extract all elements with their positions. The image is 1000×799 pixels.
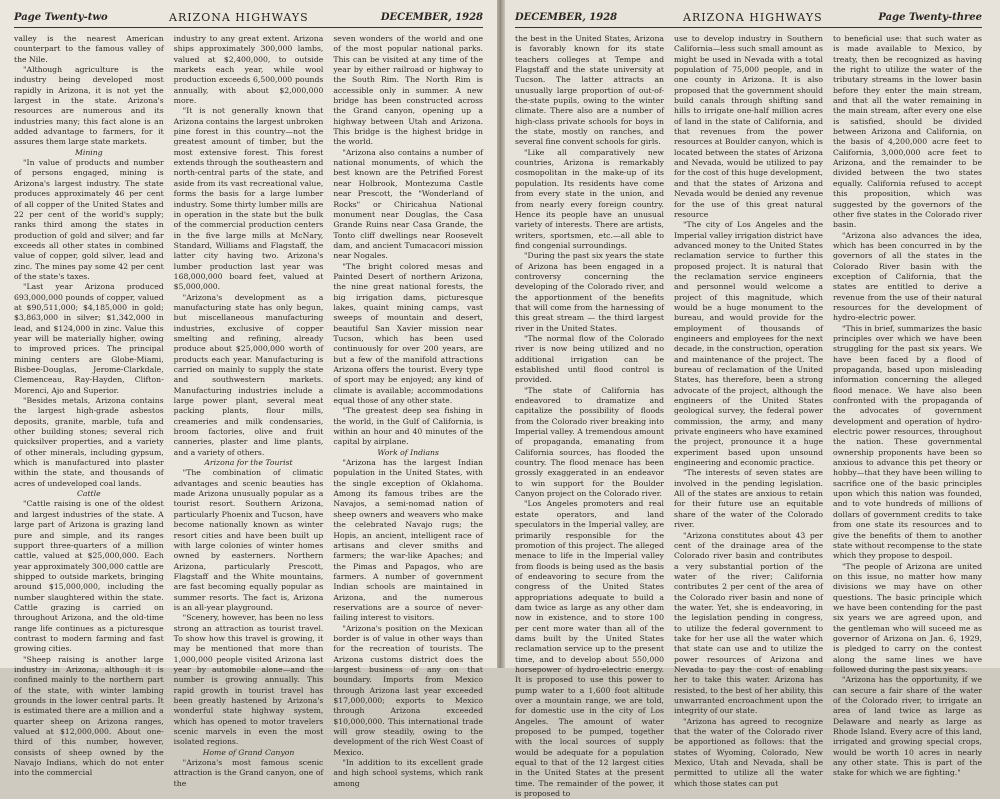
right-columns [515,34,982,799]
paragraph: "Sheep raising is another large industry in Arizona, although it is confined mainly to the northern part of the state, with winter lambing grounds in the lower central parts. It is estimated there are a million and a quarter sheep on Arizona ranges, valued at $12,000,000. About one-third of this number, however, consists of sheep owned by the Navajo Indians, which do not enter into the commercial [14,654,164,778]
left-columns [14,34,484,788]
paragraph: "In addition to its excellent grade and high school systems, which rank among [333,758,484,788]
paragraph: "The city of Los Angeles and the Imperial valley irrigation district have advanced money to the United States reclamation service to further this proposed project. It is natural that the reclamation service engineers and personnel would welcome a project of this magnitude, which would be a huge monument to the bureau, and would provide for the employment of thousands of engineers and employees for the next decade, in the construction, operation and maintenance of the project. The bureau of reclamation of the United States, has therefore, been a strong advocate of the project, although the engineers of the United States geological survey, the federal power commission, the army, and many private engineers who have examined the project, pronounce it a huge experiment based upon unsound engineering and economic practice. [674,220,823,468]
right-running-header [515,10,982,26]
section-heading: Mining [75,147,103,157]
left-header-rule [14,27,483,28]
left-page [0,0,497,788]
text-column [515,34,664,799]
section-heading: Home of Grand Canyon [202,747,295,757]
paragraph: seven wonders of the world and one of the most popular national parks. This can be visited at any time of the year by either railroad or highway to the South Rim. The North Rim is accessible only in summer. A new bridge has been constructed across the Grand canyon, opening up a highway between Utah and Arizona. This bridge is the highest bridge in the world. [333,34,484,147]
paragraph: "Los Angeles promoters and real estate operators, and land speculators in the Imperial valley, are primarily responsible for the promotion of this project. The alleged menace to life in the Imperial valley from floods is being used as the basis of endeavoring to secure from the congress of the United States appropriations adequate to build a dam twice as large as any other dam now in existence, and to store 100 per cent more water than all of the dams built by the United States reclamation service up to the present time, and to develop about 550,000 horsepower of hydro-electric energy. It is proposed to use this power to pump water to a 1,600 foot altitude over a mountain range, we are told, for domestic use in the city of Los Angeles. The amount of water proposed to be pumped, together with the local sources of supply would be adequate for a population equal to that of the 12 largest cities in the United States at the present time. The remainder of the power, it is proposed to [515,499,664,799]
paragraph: "During the past six years the state of Arizona has been engaged in a controversy concerning the developing of the Colorado river, and the apportionment of the benefits that will come from the harnessing of this great stream — the third largest river in the United States. [515,251,664,333]
paragraph: "The combination of climatic advantages and scenic beauties has made Arizona unusually popular as a tourist resort. Southern Arizona, particularly Phoenix and Tucson, have become nationally known as winter resort cities and have been built up with large colonies of winter homes owned by easterners. Northern Arizona, particularly Prescott, Flagstaff and the White mountains, are fast becoming equally popular as summer resorts. The fact is, Arizona is an all-year playground. [173,468,324,612]
paragraph: "Arizona has agreed to recognize that the water of the Colorado river be apportioned as follows: that the states of Wyoming, Colorado, New Mexico, Utah and Nevada, shall be permitted to utilize all the water which those states can put [674,716,823,788]
section-heading: Arizona for the Tourist [204,458,293,468]
paragraph: "Arizona has the largest Indian population in the United States, with the single exception of Oklahoma. Among its famous tribes are the Navajos, a semi-nomad nation of sheep owners and weavers who make the celebrated Navajo rugs; the Hopis, an ancient, intelligent race of artisans and clever smiths and farmers; the war-like Apaches; and the Pimas and Papagos, who are farmers. A number of government Indian schools are maintained in Arizona, and the numerous reservations are a source of never-failing interest to visitors. [333,458,484,623]
left-issue-date: DECEMBER, 1928 [380,12,483,23]
paragraph: "Last year Arizona produced 693,000,000 pounds of copper, valued at $90,511,000; $4,185,000 in gold; $3,863,000 in silver; $1,342,000 in lead, and $124,000 in zinc. Value this year will be materially higher, owing to improved prices. The principal mining centers are Globe-Miami, Bisbee-Douglas, Jerome-Clarkdale, Clemenceau, Ray-Hayden, Clifton-Morenci, Ajo and Superior. [14,282,164,395]
paragraph: "The people of Arizona are united on this issue, no matter how many divisions we may have on other questions. The basic principle which we have been contending for the past six years we are agreed upon, and the gentleman who will suceed me as governor of Arizona on Jan. 6, 1929, is pledged to carry on the contest along the same lines we have followed during the past six years. [833,561,982,674]
paragraph: "Arizona constitutes about 43 per cent of the drainage area of the Colorado river basin and contributes a very substantial portion of the water of the river; California contributes 2 per cent of the area of the Colorado river basin and none of the water. Yet, she is endeavoring, in the legislation pending in congress, to utilize the federal government to take for her use all the water which that state can use and to utilize the power resources of Arizona and Nevada to pay the cost of enabling her to take this water. Arizona has resisted, to the best of her ability, this unwarranted encroachment upon the integrity of our state. [674,530,823,716]
paragraph: "Cattle raising is one of the oldest and largest industries of the state. A large part of Arizona is grazing land pure and simple, and its ranges support three-quarters of a million cattle, valued at $25,000,000. Each year approximately 300,000 cattle are shipped to outside markets, bringing around $15,000,000, including the number slaughtered within the state. Cattle grazing is carried on throughout Arizona, and the old-time range life continues as a picturesque contrast to modern farming and fast growing cities. [14,499,164,654]
text-column [14,34,164,778]
paragraph: "Like all comparatively new countries, Arizona is remarkably cosmopolitan in the make-up of its population. Its residents have come from every state in the union, and from nearly every foreign country. Hence its people have an unusual variety of interests. There are artists, writers, sportsmen, etc.—all able to find congenial surroundings. [515,147,664,250]
book-gutter [497,0,505,668]
paragraph: "The bright colored mesas and Painted Desert of northern Arizona, the nine great national forests, the big irrigation dams, picturesque lakes, quaint mining camps, vast sweeps of mountain and desert, beautiful San Xavier mission near Tucson, which has been used continuously for over 200 years, are but a few of the manifold attractions Arizona offers the tourist. Every type of sport may be enjoyed; any kind of climate is available; accommodations equal those of any other state. [333,261,484,406]
paragraph: "Scenery, however, has been no less strong an attraction as tourist travel. To show how this travel is growing, it may be mentioned that more than 1,000,000 people visited Arizona last year by automobile alone—and the number is growing annually. This rapid growth in tourist travel has been greatly hastened by Arizona's wonderful state highway system, which has opened to motor travelers scenic marvels in even the most isolated regions. [173,613,324,747]
text-column [173,34,324,788]
paragraph: valley is the nearest American counterpart to the famous valley of the Nile. [14,34,164,64]
paragraph: "Arizona also contains a number of national monuments, of which the best known are the Petrified Forest near Holbrook, Montezuma Castle near Prescott, the "Wonderland of Rocks" or Chiricahua National monument near Douglas, the Casa Grande Ruins near Casa Grande, the Tonto cliff dwellings near Roosevelt dam, and ancient Tumacacori mission near Nogales. [333,147,484,261]
paragraph: industry to any great extent. Arizona ships approximately 300,000 lambs, valued at $2,400,000, to outside markets each year, while wool production exceeds 6,500,000 pounds annually, with about $2,000,000 more. [173,34,324,106]
left-magazine-title: ARIZONA HIGHWAYS [169,11,309,24]
paragraph: the best in the United States, Arizona is favorably known for its state teachers colleges at Tempe and Flagstaff and the state university at Tucson. The latter attracts an unusually large proportion of out-of-the-state pupils, owing to the winter climate. There also are a number of high-class private schools for boys in the state, mostly on ranches, and several fine convent schools for girls. [515,34,664,147]
paragraph: "The greatest deep sea fishing in the world, in the Gulf of California, is within an hour and 40 minutes of the capital by airplane. [333,406,484,447]
text-column [333,34,484,788]
paragraph: "The normal flow of the Colorado river is now being utilized and no additional irrigation can be established until flood control is provided. [515,333,664,385]
text-column [833,34,982,778]
text-column [674,34,823,788]
right-page-number: Page Twenty-three [878,12,982,23]
paragraph: "This in brief, summarizes the basic principles over which we have been struggling for the past six years. We have been faced by a flood of propaganda, based upon misleading information concerning the alleged flood menace. We have also been confronted with the propaganda of the advocates of government development and operation of hydro-electric power resources, throughout the nation. These governmental ownership proponents have been so anxious to advance this pet theory or hobby—that they have been willing to sacrifice one of the basic principles upon which this nation was founded, and to vote hundreds of millions of dollars of government credits to take from one state its resources and to give the benefits of them to another state without recompense to the state which they propose to despoil. [833,323,982,561]
paragraph: "Arizona has the opportunity, if we can secure a fair share of the water of the Colorado river, to irrigate an area of land twice as large as Delaware and nearly as large as Rhode Island. Every acre of this land, irrigated and growing special crops, would be worth 10 acres in nearly any other state. This is part of the stake for which we are fighting." [833,675,982,778]
paragraph: "Arizona's most famous scenic attraction is the Grand canyon, one of the [173,758,324,788]
paragraph: "The interests of seven states are involved in the pending legislation. All of the states are anxious to retain for their future use an equitable share of the water of the Colorado river. [674,468,823,530]
section-heading: Work of Indians [377,447,439,457]
paragraph: "Besides metals, Arizona contains the largest high-grade asbestos deposits, granite, marble, tufa and other building stones; several rich quicksilver properties, and a variety of other minerals, including gypsum, which is manufactured into plaster within the state, and thousands of acres of undeveloped coal lands. [14,396,164,488]
left-running-header [14,10,483,26]
paragraph: "It is not generally known that Arizona contains the largest unbroken pine forest in this country—not the greatest amount of timber, but the most extensive forest. This forest extends through the southeastern and north-central parts of the state, and aside from its vast recreational value, forms the basis for a large lumber industry. Some thirty lumber mills are in operation in the state but the bulk of the commercial production centers in the five large mills at McNary, Standard, Williams and Flagstaff, the latter city having two. Arizona's lumber production last year was 168,000,000 board feet, valued at $5,000,000. [173,106,324,292]
paragraph: "In value of products and number of persons engaged, mining is Arizona's largest industry. The state produces approximately 46 per cent of all copper of the United States and 22 per cent of the world's supply; ranks third among the states in production of gold and silver; and far exceeds all other states in combined value of copper, gold silver, lead and zinc. The mines pay some 42 per cent of the state's taxes. [14,158,164,281]
right-issue-date: DECEMBER, 1928 [515,12,618,23]
section-heading: Cattle [77,489,101,499]
left-page-number: Page Twenty-two [14,12,108,23]
paragraph: to beneficial use: that such water as is made available to Mexico, by treaty, then be recognized as having the right to utilize the water of the tributary streams in the lower basin before they enter the main stream, and that all the water remaining in the main stream, after every one else is satisfied, should be divided between Arizona and California, on the basis of 4,200,000 acre feet to California, 3,000,000 acre feet to Arizona, and the remainder to be divided between the two states equally. California refused to accept this proposition, which was suggested by the governors of the other five states in the Colorado river basin. [833,34,982,230]
right-header-rule [515,27,982,28]
right-page [505,0,1000,799]
paragraph: "Arizona's position on the Mexican border is of value in other ways than for the recreation of tourists. The Arizona customs district does the largest business of any on that boundary. Imports from Mexico through Arizona last year exceeded $17,000,000; exports to Mexico through Arizona exceeded $10,000,000. This international trade will grow steadily, owing to the development of the rich West Coast of Mexico. [333,623,484,757]
right-magazine-title: ARIZONA HIGHWAYS [683,11,823,24]
paragraph: "Although agriculture is the industry being developed most rapidly in Arizona, it is not yet the largest in the state. Arizona's resources are numerous and its industries many; this fact alone is an added advantage to farmers, for it assures them large state markets. [14,65,164,147]
paragraph: use to develop industry in Southern California—less such small amount as might be used in Nevada with a total population of 75,000 people, and in one county in Arizona. It is also proposed that the government should build canals through shifting sand hills to irrigate one-half million acres of land in the state of California, and that revenues from the power resources at Boulder canyon, which is located between the states of Arizona and Nevada, would be utilized to pay for the cost of this huge development, and that the states of Arizona and Nevada would be denied any revenue for the use of this great natural resource [674,34,823,219]
paragraph: "Arizona's development as a manufacturing state has only begun, but miscellaneous manufacturing industries, exclusive of copper smelting and refining, already produce about $25,000,000 worth of products each year. Manufacturing is carried on mainly to supply the state and southwestern markets. Manufacturing industries include a large power plant, several meat packing plants, flour mills, creameries and milk condensaries, broom factories, olive and fruit canneries, plaster and lime plants, and a variety of others. [173,292,324,457]
paragraph: "Arizona also advances the idea, which has been concurred in by the governors of all the states in the Colorado River basin with the exception of California, that the states are entitled to derive a revenue from the use of their natural resources for the development of hydro-electric power. [833,230,982,323]
paragraph: "The state of California has endeavored to dramatize and capitalize the possibility of floods from the Colorado river breaking into Imperial valley. A tremendous amount of propaganda, emanating from California sources, has flooded the country. The flood menace has been grossly exaggerated in an endeavor to win support for the Boulder Canyon project on the Colorado river. [515,385,664,499]
